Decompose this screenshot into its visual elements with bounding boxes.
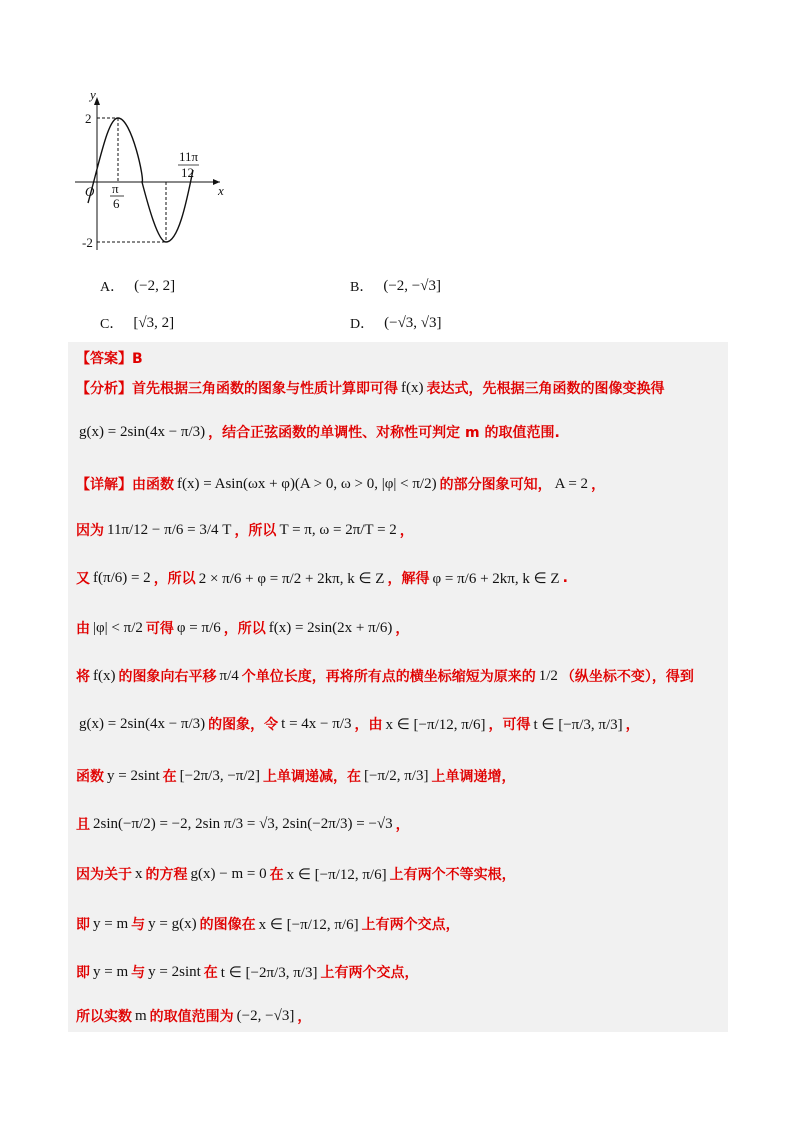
option-c[interactable] — [100, 313, 174, 333]
analysis-end: ，结合正弦函数的单调性、对称性可判定 m 的取值范围. — [208, 425, 560, 441]
l6-m3: [−π/2, π/3] — [364, 767, 429, 784]
detail-prefix: 【详解】由函数 — [76, 477, 174, 493]
l1-m2: T = π, ω = 2π/T = 2 — [279, 521, 397, 538]
l11-mid: 的取值范围为 — [149, 1009, 234, 1025]
detail-line-12 — [76, 1006, 730, 1026]
answer-tag: 【答案】B — [76, 351, 143, 367]
l6-m1: y = 2sint — [107, 767, 160, 784]
l5-mid2: ，由 — [354, 717, 383, 733]
end-x-num: 11π — [179, 149, 199, 164]
detail-line-3 — [76, 568, 730, 588]
l9-m1: y = m — [93, 915, 129, 932]
l8-m2: g(x) − m = 0 — [190, 865, 267, 882]
option-b[interactable] — [350, 276, 441, 296]
y-min-label: -2 — [82, 235, 93, 250]
peak-x-num: π — [112, 181, 119, 196]
origin-label: O — [85, 184, 95, 199]
l5-mid3: ，可得 — [488, 717, 531, 733]
analysis-line-1 — [76, 378, 730, 398]
analysis-gx: g(x) = 2sin(4x − π/3) — [79, 423, 206, 440]
detail-line-10 — [76, 914, 730, 934]
l5-m1: g(x) = 2sin(4x − π/3) — [79, 715, 206, 732]
l4-m2: π/4 — [219, 667, 239, 684]
l10-mid: 与 — [131, 965, 146, 981]
analysis-fx: f(x) — [401, 379, 424, 396]
l6-mid: 在 — [162, 769, 177, 785]
l9-m2: y = g(x) — [148, 915, 197, 932]
l10-m3: t ∈ [−2π/3, π/3] — [220, 964, 318, 981]
l8-m1: x — [135, 865, 143, 882]
sine-graph-svg — [60, 85, 240, 260]
y-max-label: 2 — [85, 111, 92, 126]
detail-a: A = 2 — [554, 475, 589, 492]
l4-m1: f(x) — [93, 667, 116, 684]
detail-mid: 的部分图象可知， — [439, 477, 552, 493]
l1-pre: 因为 — [76, 523, 104, 539]
detail-f: f(x) = Asin(ωx + φ)(A > 0, ω > 0, |φ| < π/2) — [177, 475, 437, 492]
option-d[interactable] — [350, 313, 442, 333]
l2-m3: φ = π/6 + 2kπ, k ∈ Z — [432, 570, 560, 587]
l8-pre: 因为关于 — [76, 867, 132, 883]
detail-line-1 — [76, 474, 730, 494]
l2-mid: ，所以 — [153, 571, 196, 587]
l6-m2: [−2π/3, −π/2] — [179, 767, 261, 784]
l5-m4: t ∈ [−π/3, π/3] — [533, 716, 623, 733]
sine-curve — [88, 118, 193, 242]
l3-pre: 由 — [76, 621, 90, 637]
l1-m1: 11π/12 − π/6 = 3/4 T — [107, 521, 232, 538]
detail-line-2 — [76, 520, 730, 540]
option-c-value: [√3, 2] — [133, 314, 175, 331]
l4-end: （纵坐标不变），得到 — [560, 669, 694, 685]
l4-pre: 将 — [76, 669, 90, 685]
l2-m2: 2 × π/6 + φ = π/2 + 2kπ, k ∈ Z — [198, 570, 385, 587]
detail-line-11 — [76, 962, 730, 982]
analysis-prefix: 【分析】首先根据三角函数的图象与性质计算即可得 — [76, 381, 398, 397]
l11-m1: m — [135, 1007, 147, 1024]
l4-mid: 的图象向右平移 — [118, 669, 217, 685]
detail-line-9 — [76, 864, 730, 884]
l2-end: . — [562, 570, 568, 586]
option-b-letter: B． — [350, 280, 374, 295]
l2-m1: f(π/6) = 2 — [93, 569, 151, 586]
l9-pre: 即 — [76, 917, 90, 933]
l5-m3: x ∈ [−π/12, π/6] — [385, 716, 486, 733]
option-d-value: (−√3, √3] — [384, 314, 442, 331]
end-x-den: 12 — [181, 165, 194, 180]
l3-mid2: ，所以 — [223, 621, 266, 637]
detail-line-4 — [76, 618, 730, 638]
x-axis-label: x — [218, 183, 224, 198]
l8-mid: 的方程 — [145, 867, 188, 883]
sine-graph — [60, 85, 240, 260]
l5-mid: 的图象，令 — [208, 717, 279, 733]
detail-line-5 — [76, 666, 730, 686]
l7-end: ， — [395, 817, 410, 833]
l1-end: ， — [399, 523, 414, 539]
l11-end: ， — [297, 1009, 312, 1025]
l10-pre: 即 — [76, 965, 90, 981]
analysis-mid: 表达式，先根据三角函数的图像变换得 — [426, 381, 665, 397]
l1-mid: ，所以 — [234, 523, 277, 539]
l2-pre: 又 — [76, 571, 90, 587]
detail-line-6 — [76, 714, 730, 734]
option-d-letter: D． — [350, 317, 375, 332]
l4-mid2: 个单位长度，再将所有点的横坐标缩短为原来的 — [241, 669, 536, 685]
option-a[interactable] — [100, 276, 175, 296]
peak-x-den: 6 — [113, 196, 120, 211]
l3-mid: 可得 — [145, 621, 174, 637]
l10-mid2: 在 — [203, 965, 218, 981]
l5-end: ， — [625, 717, 640, 733]
option-b-value: (−2, −√3] — [383, 277, 441, 294]
l10-m2: y = 2sint — [148, 963, 201, 980]
l6-pre: 函数 — [76, 769, 104, 785]
l9-mid2: 的图像在 — [199, 917, 256, 933]
l8-end: 上有两个不等实根， — [389, 867, 516, 883]
l8-mid2: 在 — [269, 867, 284, 883]
l9-m3: x ∈ [−π/12, π/6] — [258, 916, 359, 933]
l7-pre: 且 — [76, 817, 90, 833]
l6-mid2: 上单调递减，在 — [263, 769, 362, 785]
l3-m1: |φ| < π/2 — [93, 619, 143, 636]
l3-m3: f(x) = 2sin(2x + π/6) — [268, 619, 393, 636]
l4-m3: 1/2 — [538, 667, 558, 684]
detail-line-8 — [76, 814, 730, 834]
l10-m1: y = m — [93, 963, 129, 980]
y-axis-label: y — [90, 87, 96, 102]
l5-m2: t = 4x − π/3 — [281, 715, 352, 732]
l10-end: 上有两个交点， — [320, 965, 419, 981]
l9-mid: 与 — [131, 917, 146, 933]
option-c-letter: C． — [100, 317, 124, 332]
detail-line-7 — [76, 766, 730, 786]
l3-end: ， — [395, 621, 410, 637]
l7-m1: 2sin(−π/2) = −2, 2sin π/3 = √3, 2sin(−2π/3) = −√3 — [93, 815, 393, 832]
l11-m2: (−2, −√3] — [236, 1007, 295, 1024]
l8-m3: x ∈ [−π/12, π/6] — [286, 866, 387, 883]
l2-mid2: ，解得 — [387, 571, 430, 587]
l9-end: 上有两个交点， — [361, 917, 460, 933]
l11-pre: 所以实数 — [76, 1009, 132, 1025]
detail-end: ， — [591, 477, 606, 493]
l6-end: 上单调递增， — [431, 769, 516, 785]
answer-line — [76, 348, 730, 368]
l3-m2: φ = π/6 — [176, 619, 221, 636]
option-a-value: (−2, 2] — [134, 277, 176, 294]
analysis-line-2 — [76, 422, 730, 442]
option-a-letter: A． — [100, 280, 125, 295]
